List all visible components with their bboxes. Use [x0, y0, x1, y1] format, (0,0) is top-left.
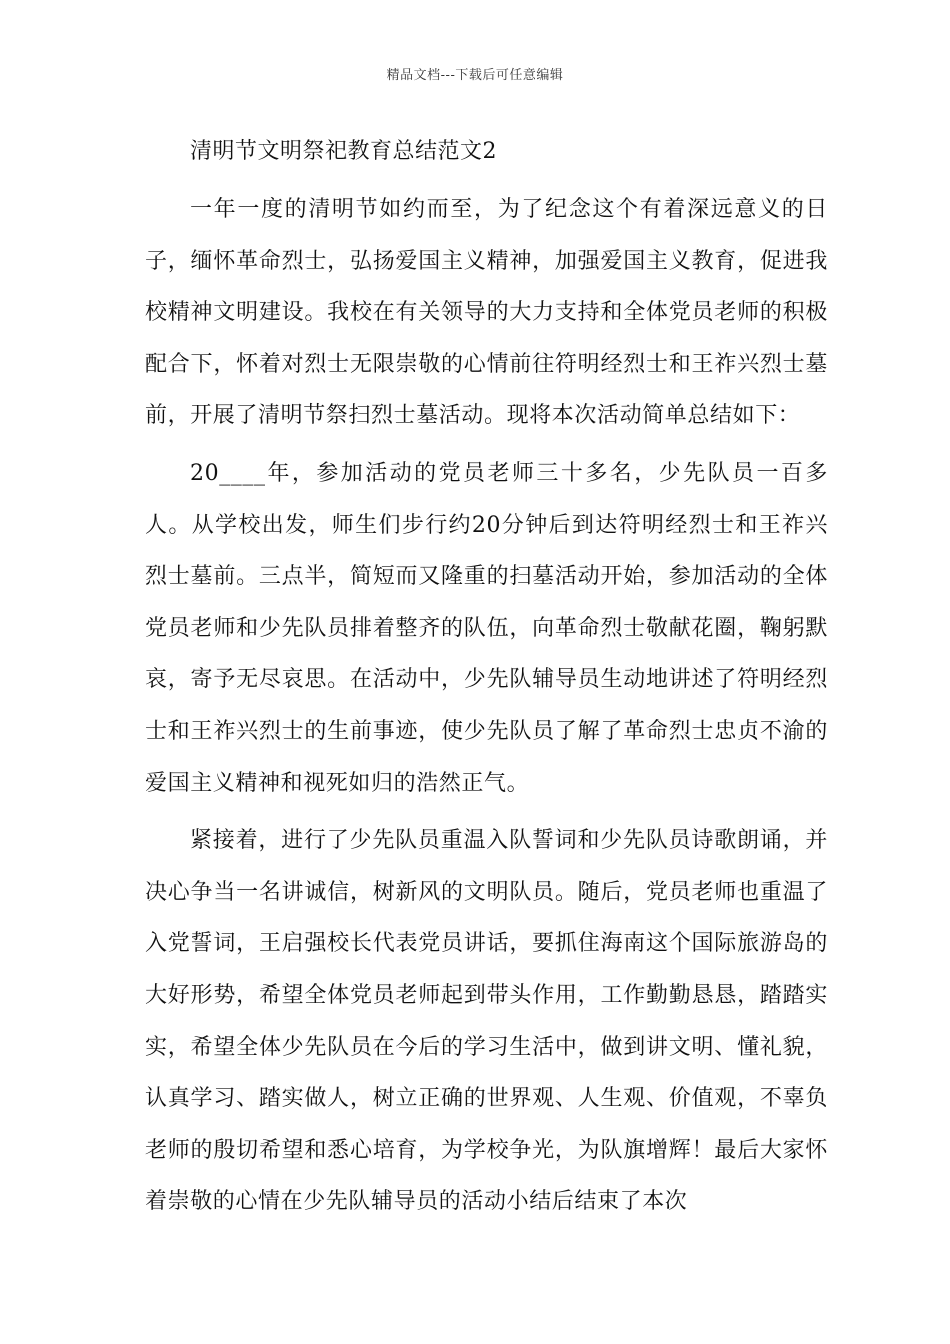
paragraph-followup: 紧接着，进行了少先队员重温入队誓词和少先队员诗歌朗诵，并决心争当一名讲诚信，树新风的文明队员。随后，党员老师也重温了入党誓词，王启强校长代表党员讲话，要抓住海南这个国际旅游岛的大好形势，希望全体党员老师起到带头作用，工作勤勤恳恳，踏踏实实，希望全体少先队员在今后的学习生活中，做到讲文明、懂礼貌，认真学习、踏实做人，树立正确的世界观、人生观、价值观，不辜负老师的殷切希望和悉心培育，为学校争光，为队旗增辉！最后大家怀着崇敬的心情在少先队辅导员的活动小结后结束了本次 [145, 828, 828, 1215]
document-body [145, 128, 828, 1228]
paragraph-intro: 一年一度的清明节如约而至，为了纪念这个有着深远意义的日子，缅怀革命烈士，弘扬爱国主义精神，加强爱国主义教育，促进我校精神文明建设。我校在有关领导的大力支持和全体党员老师的积极配合下，怀着对烈士无限崇敬的心情前往符明经烈士和王祚兴烈士墓前，开展了清明节祭扫烈士墓活动。现将本次活动简单总结如下： [145, 197, 828, 429]
page-header: 精品文档---下载后可任意编辑 [386, 68, 564, 83]
paragraph-activity: 20____年，参加活动的党员老师三十多名，少先队员一百多人。从学校出发，师生们步行约20分钟后到达符明经烈士和王祚兴烈士墓前。三点半，简短而又隆重的扫墓活动开始，参加活动的全体党员老师和少先队员排着整齐的队伍，向革命烈士敬献花圈，鞠躬默哀，寄予无尽哀思。在活动中，少先队辅导员生动地讲述了符明经烈士和王祚兴烈士的生前事迹，使少先队员了解了革命烈士忠贞不渝的爱国主义精神和视死如归的浩然正气。 [145, 460, 828, 796]
document-title: 清明节文明祭祀教育总结范文2 [190, 139, 497, 164]
